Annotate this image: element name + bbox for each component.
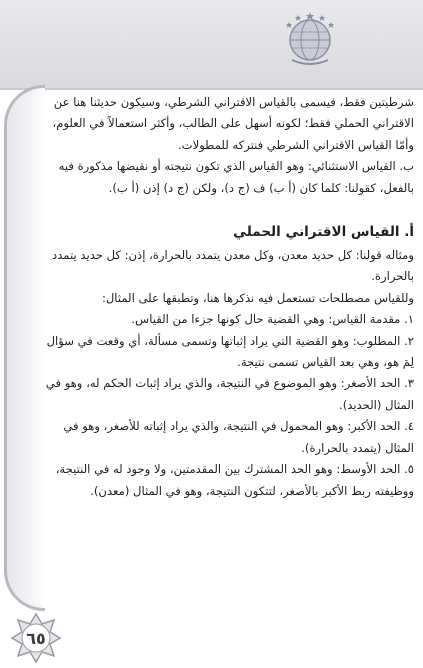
page-number: ٦٥ xyxy=(26,628,46,648)
section-title: أ. القياس الاقتراني الحملي xyxy=(233,224,414,241)
decorative-side-frame xyxy=(4,85,45,611)
section-list-item: ٣. الحد الأصغر: وهو الموضوع في النتيجة، والذي يراد إثبات الحكم له، وهو في المثال (الحديد). xyxy=(45,376,414,412)
section-paragraph: وللقياس مصطلحات تستعمل فيه نذكرها هنا، وتطبقها على المثال: xyxy=(101,290,414,305)
body-paragraph: شرطيتين فقط، فيسمى بالقياس الاقتراني الشرطي، وسيكون حديثنا هنا عن الاقتراني الحملي فقط؛ لكونه أسهل على الطالب، وأكثر استعمالاً في العلوم، وأمّا القياس الاقتراني الشرطي فنتركه للمطولات. xyxy=(52,95,414,152)
section-list-item: ٥. الحد الأوسط: وهو الحد المشترك بين المقدمتين، ولا وجود له في النتيجة، ووظيفته ربط الأكبر بالأصغر، لتتكون النتيجة، وهو في المثال (معدن). xyxy=(55,462,414,498)
page-number-badge xyxy=(10,612,62,664)
section-list-item: ٤. الحد الأكبر: وهو المحمول في النتيجة، والذي يراد إثباته للأصغر، وهو في المثال (يتمدد بالحرارة). xyxy=(63,419,414,455)
page-header xyxy=(0,0,423,90)
spacer xyxy=(42,199,414,209)
section-list-item: ١. مقدمة القياس: وهي القضية حال كونها جزءا من القياس. xyxy=(131,312,414,327)
section-paragraph: ومثاله قولنا: كل حديد معدن، وكل معدن يتمدد بالحرارة، إذن: كل حديد يتمدد بالحرارة. xyxy=(52,248,414,284)
institution-logo xyxy=(278,10,342,74)
section-list-item: ٢. المطلوب: وهو القضية التي يراد إثباتها وتسمى مسألة، أي وقعت في سؤال لِمَ هو، وهي بعد القياس تسمى نتيجة. xyxy=(46,333,414,370)
body-paragraph: ب. القياس الاستثنائي: وهو القياس الذي تكون نتيجته أو نقيضها مذكورة فيه بالفعل، كقولنا: كلما كان (أ ب) ف (ج د)، ولكن (ج د) إذن (أ ب). xyxy=(58,159,414,195)
page-content xyxy=(42,92,414,622)
